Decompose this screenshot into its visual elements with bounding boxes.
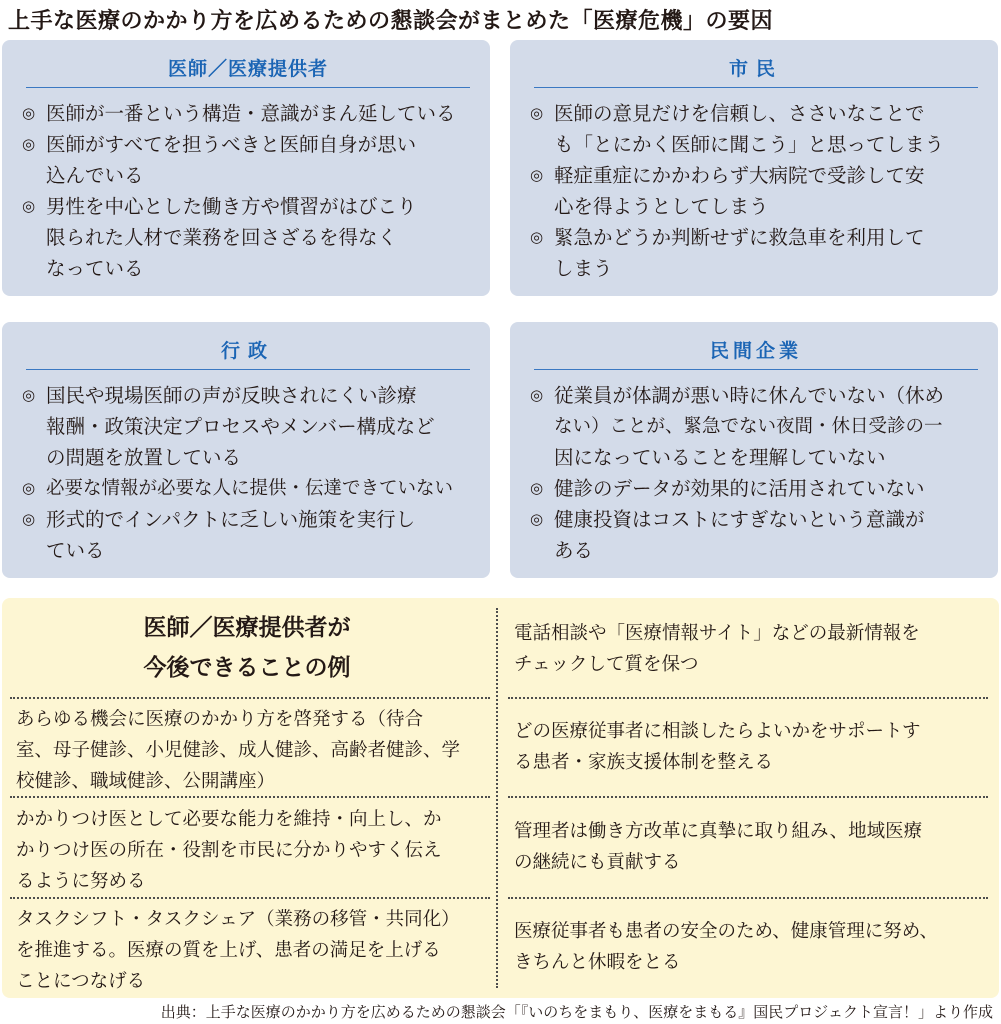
row-divider: [508, 897, 988, 899]
actions-title: [2, 608, 492, 688]
double-circle-icon: ◎: [22, 135, 36, 153]
item-line: 緊急かどうか判断せずに救急車を利用して: [554, 226, 925, 249]
list-item: [528, 473, 984, 504]
item-line: 必要な情報が必要な人に提供・伝達できていない: [46, 478, 454, 499]
list-item: [20, 504, 476, 566]
double-circle-icon: ◎: [530, 479, 544, 497]
action-item: [2, 704, 496, 797]
page-title: 上手な医療のかかり方を広めるための懇談会がまとめた「医療危機」の要因: [8, 9, 774, 34]
double-circle-icon: ◎: [22, 510, 36, 528]
action-item: [500, 618, 996, 680]
item-line: も「とにかく医師に聞こう」と思ってしまう: [554, 133, 945, 156]
double-circle-icon: ◎: [22, 104, 36, 122]
list-item: [20, 129, 476, 191]
action-line: タスクシフト・タスクシェア（業務の移管・共同化）: [16, 909, 460, 930]
action-line: かりつけ医の所在・役割を市民に分かりやすく伝え: [16, 840, 442, 861]
row-divider: [508, 796, 988, 798]
row-divider: [508, 697, 988, 699]
list-item: [20, 473, 476, 504]
action-item: [500, 716, 996, 778]
double-circle-icon: ◎: [530, 386, 544, 404]
action-line: 管理者は働き方改革に真摯に取り組み、地域医療: [514, 821, 923, 842]
action-line: の継続にも貢献する: [514, 852, 681, 873]
action-line: あらゆる機会に医療のかかり方を啓発する（待合: [16, 709, 424, 730]
item-line: 医師が一番という構造・意識がまん延している: [46, 102, 456, 125]
action-item: [2, 804, 496, 897]
action-item: [500, 816, 996, 878]
panel-citizens: [510, 40, 998, 296]
item-line: 国民や現場医師の声が反映されにくい診療: [46, 384, 417, 407]
list-item: [528, 222, 984, 284]
item-line: 医師の意見だけを信頼し、ささいなことで: [554, 102, 925, 125]
bullet-list: [528, 98, 984, 284]
item-line: 限られた人材で業務を回さざるを得なく: [46, 226, 398, 249]
action-line: るように努める: [16, 871, 146, 892]
item-line: 医師がすべてを担うべきと医師自身が思い: [46, 133, 417, 156]
item-line: しまう: [554, 257, 613, 280]
item-line: 因になっていることを理解していない: [554, 446, 886, 469]
item-line: 形式的でインパクトに乏しい施策を実行し: [46, 508, 416, 531]
actions-title-line: 医師／医療提供者が: [143, 615, 351, 641]
double-circle-icon: ◎: [530, 166, 544, 184]
action-line: チェックして質を保つ: [514, 654, 699, 675]
bullet-list: [20, 380, 476, 566]
bullet-list: [528, 380, 984, 566]
action-line: きちんと休暇をとる: [514, 952, 681, 973]
panel-heading: 行政: [26, 336, 470, 370]
row-divider: [10, 697, 490, 699]
item-line: 心を得ようとしてしまう: [554, 195, 769, 218]
action-line: どの医療従事者に相談したらよいかをサポートす: [514, 721, 921, 742]
item-line: 軽症重症にかかわらず大病院で受診して安: [554, 164, 925, 187]
column-divider: [496, 608, 498, 988]
row-divider: [10, 897, 490, 899]
list-item: [528, 380, 984, 473]
item-line: なっている: [46, 257, 144, 280]
item-line: 健康投資はコストにすぎないという意識が: [554, 508, 925, 531]
panel-heading: 民間企業: [534, 336, 978, 370]
item-line: ている: [46, 539, 105, 562]
action-item: [500, 916, 996, 978]
action-line: を推進する。医療の質を上げ、患者の満足を上げる: [16, 940, 441, 961]
action-line: ことにつなげる: [16, 971, 146, 992]
item-line: 従業員が体調が悪い時に休んでいない（休め: [554, 384, 945, 407]
action-line: る患者・家族支援体制を整える: [514, 752, 774, 773]
item-line: ある: [554, 539, 594, 562]
item-line: の問題を放置している: [46, 446, 242, 469]
panel-doctors: [2, 40, 490, 296]
action-line: かかりつけ医として必要な能力を維持・向上し、か: [16, 809, 442, 830]
panel-heading: 医師／医療提供者: [26, 54, 470, 88]
item-line: 健診のデータが効果的に活用されていない: [554, 477, 925, 500]
panel-private-companies: [510, 322, 998, 578]
action-line: 医療従事者も患者の安全のため、健康管理に努め、: [514, 921, 939, 942]
list-item: [528, 504, 984, 566]
double-circle-icon: ◎: [530, 510, 544, 528]
action-line: 校健診、職域健診、公開講座）: [16, 771, 276, 792]
double-circle-icon: ◎: [22, 479, 36, 497]
actions-title-line: 今後できることの例: [143, 655, 351, 681]
source-note: 出典：上手な医療のかかり方を広めるための懇談会「『いのちをまもり、医療をまもる』国民プロジェクト宣言！」より作成: [160, 1003, 993, 1021]
bullet-list: [20, 98, 476, 284]
list-item: [20, 98, 476, 129]
item-line: ない）ことが、緊急でない夜間・休日受診の一: [554, 416, 943, 437]
item-line: 込んでいる: [46, 164, 144, 187]
list-item: [20, 191, 476, 284]
list-item: [528, 98, 984, 160]
action-item: [2, 904, 496, 997]
double-circle-icon: ◎: [22, 386, 36, 404]
action-line: 室、母子健診、小児健診、成人健診、高齢者健診、学: [16, 740, 461, 761]
panel-heading: 市民: [534, 54, 978, 88]
item-line: 報酬・政策決定プロセスやメンバー構成など: [46, 415, 435, 438]
list-item: [20, 380, 476, 473]
double-circle-icon: ◎: [530, 104, 544, 122]
double-circle-icon: ◎: [530, 228, 544, 246]
list-item: [528, 160, 984, 222]
actions-box: [2, 598, 999, 998]
action-line: 電話相談や「医療情報サイト」などの最新情報を: [514, 623, 920, 644]
panel-administration: [2, 322, 490, 578]
double-circle-icon: ◎: [22, 197, 36, 215]
item-line: 男性を中心とした働き方や慣習がはびこり: [46, 195, 417, 218]
